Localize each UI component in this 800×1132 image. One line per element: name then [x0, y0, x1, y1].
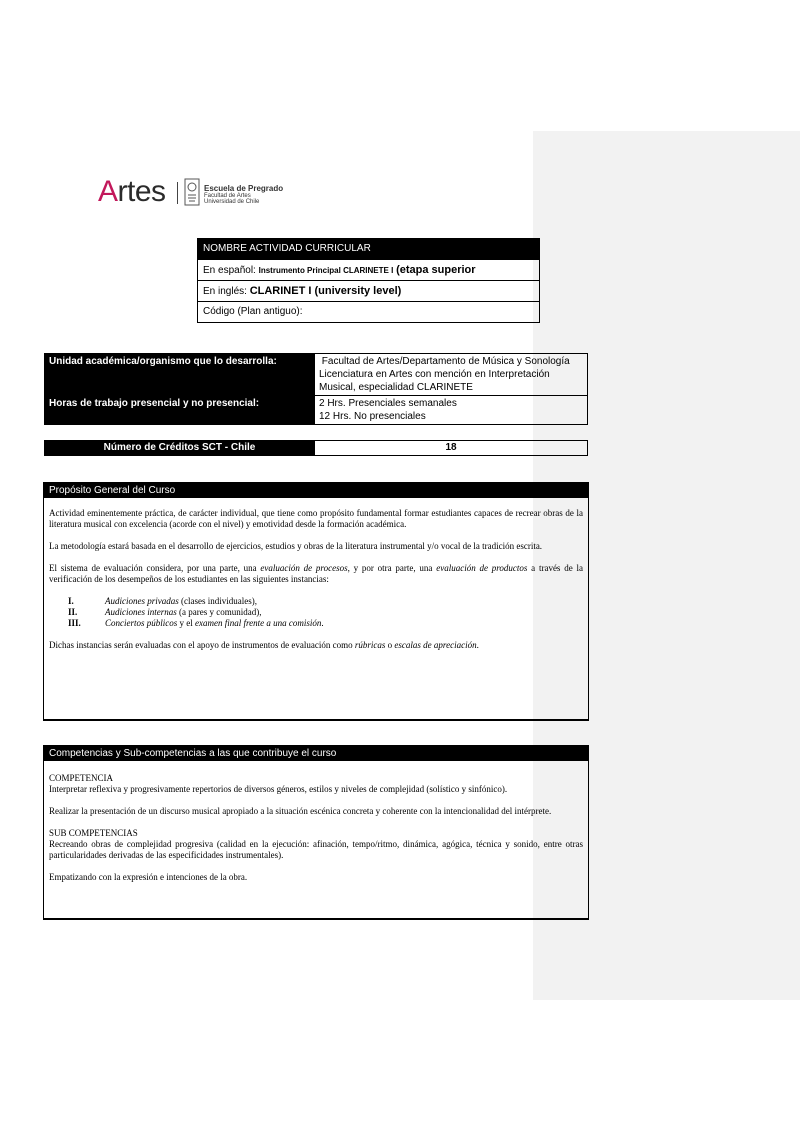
- competencies-section: [43, 745, 589, 920]
- spanish-suffix: (etapa superior: [396, 264, 476, 276]
- competency-title: COMPETENCIA: [49, 773, 114, 783]
- purpose-heading: Propósito General del Curso: [44, 483, 588, 498]
- spanish-value: Instrumento Principal CLARINETE I: [258, 266, 394, 275]
- purpose-paragraph-3: [49, 563, 583, 585]
- sub-competency-text: Recreando obras de complejidad progresiva (calidad en la ejecución: afinación, tempo/ritmo, dinámica, agógica, técnica y sonido, entre otras particularidades derivadas de las especificidades instrumentales).: [49, 839, 583, 860]
- credits-table: [44, 440, 588, 456]
- unit-row: [45, 354, 588, 396]
- hours-value-line-2: 12 Hrs. No presenciales: [319, 411, 426, 422]
- competency-text: Interpretar reflexiva y progresivamente repertorios de diversos géneros, estilos y niveles de complejidad (solístico y sinfónico).: [49, 784, 508, 794]
- course-name-spanish: [198, 259, 539, 280]
- credits-value: 18: [315, 441, 588, 456]
- p3-process-eval: evaluación de procesos: [260, 563, 348, 573]
- logo-divider: [177, 182, 178, 204]
- course-info-table: [44, 353, 588, 425]
- list-number: III.: [68, 618, 81, 628]
- credits-row: [45, 441, 588, 456]
- purpose-paragraph-2: La metodología estará basada en el desarrollo de ejercicios, estudios y obras de la literatura instrumental y/o vocal de la tradición escrita.: [49, 541, 543, 551]
- competencies-heading: Competencias y Sub-competencias a las que contribuye el curso: [44, 746, 588, 761]
- list-item-italic: Audiciones privadas: [105, 596, 179, 606]
- sub-competency-text-2: Empatizando con la expresión e intenciones de la obra.: [49, 872, 248, 882]
- logo-school-text: [204, 184, 283, 205]
- p4-rubrics: rúbricas: [354, 640, 386, 650]
- list-item-rest: (a pares y comunidad),: [176, 607, 262, 617]
- purpose-paragraph-4: [49, 640, 583, 651]
- credits-label: Número de Créditos SCT - Chile: [45, 441, 315, 456]
- sub-competency-title: SUB COMPETENCIAS: [49, 828, 138, 838]
- p4-scales: escalas de apreciación: [394, 640, 477, 650]
- p3-text-e: a través de la verificación de los desempeños de los estudiantes en las siguientes instancias:: [49, 563, 583, 584]
- logo-line-2: Facultad de Artes: [204, 193, 251, 199]
- english-value: CLARINET I (university level): [249, 285, 402, 297]
- course-name-header: NOMBRE ACTIVIDAD CURRICULAR: [198, 239, 539, 259]
- course-name-english: [198, 280, 539, 301]
- unit-value-line-1: Facultad de Artes/Departamento de Música y Sonología: [319, 356, 570, 367]
- logo-brand: Artes: [98, 175, 166, 208]
- hours-row: [45, 396, 588, 425]
- english-label: En inglés:: [203, 286, 247, 297]
- unit-value: [315, 354, 588, 396]
- list-item-italic: Audiciones internas: [105, 607, 177, 617]
- hours-label: Horas de trabajo presencial y no presencial:: [45, 396, 315, 425]
- p3-product-eval: evaluación de productos: [436, 563, 528, 573]
- p4-text-a: Dichas instancias serán evaluadas con el apoyo de instrumentos de evaluación como: [49, 640, 355, 650]
- logo-line-3: Universidad de Chile: [204, 199, 260, 205]
- list-item-rest: y el: [177, 618, 195, 628]
- unit-label: Unidad académica/organismo que lo desarrolla:: [45, 354, 315, 396]
- hours-value: [315, 396, 588, 425]
- course-code: Código (Plan antiguo):: [198, 301, 539, 322]
- list-number: I.: [68, 596, 74, 606]
- list-item: [49, 596, 583, 607]
- p3-text-c: , y por otra parte, una: [347, 563, 437, 573]
- competency-text-2: Realizar la presentación de un discurso musical apropiado a la situación escénica concreta y coherente con la intencionalidad del intérprete.: [49, 806, 552, 816]
- evaluation-instances-list: [49, 596, 583, 629]
- university-seal-icon: [184, 178, 200, 206]
- course-name-box: [197, 238, 540, 323]
- purpose-body: [44, 498, 588, 651]
- logo-line-1: Escuela de Pregrado: [204, 184, 284, 193]
- list-item: [49, 618, 583, 629]
- spanish-label: En español:: [203, 265, 256, 276]
- p4-text-c: o: [385, 640, 395, 650]
- list-item-italic-2: examen final frente a una comisión: [195, 618, 322, 628]
- unit-value-line-3: Musical, especialidad CLARINETE: [319, 382, 473, 393]
- purpose-paragraph-1: Actividad eminentemente práctica, de carácter individual, que tiene como propósito fundamental formar estudiantes capaces de recrear obras de la literatura musical con excelencia (acorde con el nivel) y emotividad desde la formación académica.: [49, 508, 583, 529]
- list-item-rest-2: .: [321, 618, 324, 628]
- hours-value-line-1: 2 Hrs. Presenciales semanales: [319, 398, 457, 409]
- list-item: [49, 607, 583, 618]
- purpose-section: [43, 482, 589, 721]
- competencies-body: [44, 761, 588, 883]
- p4-text-e: .: [476, 640, 479, 650]
- p3-text-a: El sistema de evaluación considera, por una parte, una: [49, 563, 261, 573]
- list-item-italic: Conciertos públicos: [105, 618, 178, 628]
- unit-value-line-2: Licenciatura en Artes con mención en Interpretación: [319, 369, 550, 380]
- list-number: II.: [68, 607, 78, 617]
- list-item-rest: (clases individuales),: [178, 596, 257, 606]
